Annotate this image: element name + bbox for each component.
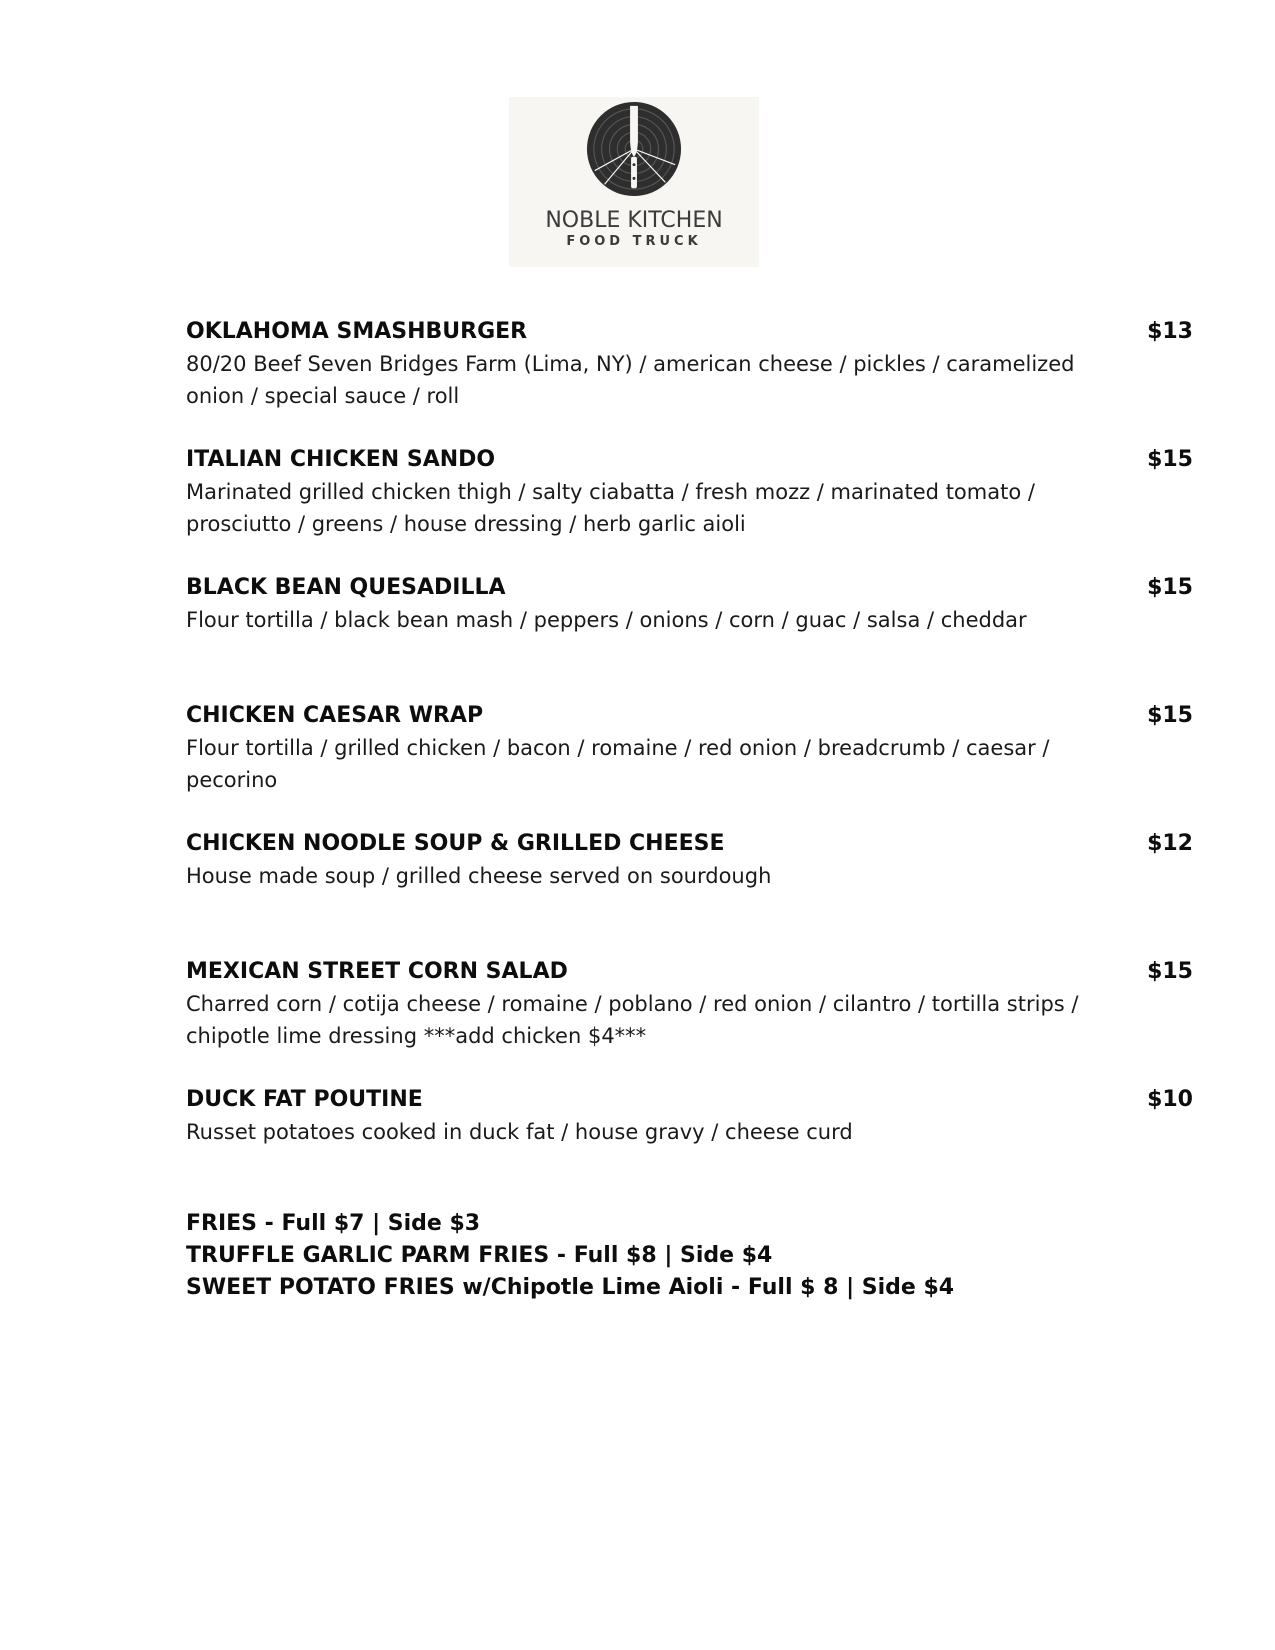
knife-logo-icon xyxy=(585,100,683,198)
menu-item xyxy=(186,700,1193,828)
item-description: House made soup / grilled cheese served on sourdough xyxy=(186,864,772,888)
item-name: CHICKEN CAESAR WRAP xyxy=(186,703,484,728)
item-description: Russet potatoes cooked in duck fat / house gravy / cheese curd xyxy=(186,1120,853,1144)
item-name: DUCK FAT POUTINE xyxy=(186,1087,423,1112)
item-price: $15 xyxy=(1147,575,1193,600)
menu-list xyxy=(186,316,1193,1212)
logo xyxy=(509,97,759,267)
item-price: $13 xyxy=(1147,319,1193,344)
side-item: SWEET POTATO FRIES w/Chipotle Lime Aioli - Full $ 8 | Side $4 xyxy=(186,1275,955,1300)
menu-item xyxy=(186,956,1193,1084)
menu-item xyxy=(186,316,1193,444)
side-item: TRUFFLE GARLIC PARM FRIES - Full $8 | Side $4 xyxy=(186,1243,773,1268)
sides-list xyxy=(186,1208,1186,1304)
item-description: Flour tortilla / black bean mash / peppers / onions / corn / guac / salsa / cheddar xyxy=(186,608,1027,632)
item-name: MEXICAN STREET CORN SALAD xyxy=(186,959,568,984)
item-name: OKLAHOMA SMASHBURGER xyxy=(186,319,528,344)
logo-title: NOBLE KITCHEN xyxy=(545,208,723,233)
item-description: Charred corn / cotija cheese / romaine / poblano / red onion / cilantro / tortilla strips / chipotle lime dressing ***add chicken $4*** xyxy=(186,992,1079,1048)
item-price: $15 xyxy=(1147,703,1193,728)
item-name: BLACK BEAN QUESADILLA xyxy=(186,575,506,600)
item-price: $15 xyxy=(1147,447,1193,472)
item-name: ITALIAN CHICKEN SANDO xyxy=(186,447,496,472)
item-price: $12 xyxy=(1147,831,1193,856)
menu-item xyxy=(186,572,1193,700)
side-item: FRIES - Full $7 | Side $3 xyxy=(186,1211,481,1236)
item-description: Marinated grilled chicken thigh / salty ciabatta / fresh mozz / marinated tomato / prosciutto / greens / house dressing / herb garlic aioli xyxy=(186,480,1035,536)
item-description: 80/20 Beef Seven Bridges Farm (Lima, NY) / american cheese / pickles / caramelized onion / special sauce / roll xyxy=(186,352,1075,408)
item-price: $10 xyxy=(1147,1087,1193,1112)
item-name: CHICKEN NOODLE SOUP & GRILLED CHEESE xyxy=(186,831,725,856)
item-price: $15 xyxy=(1147,959,1193,984)
item-description: Flour tortilla / grilled chicken / bacon / romaine / red onion / breadcrumb / caesar / pecorino xyxy=(186,736,1050,792)
logo-subtitle: FOOD TRUCK xyxy=(566,234,702,249)
menu-item xyxy=(186,828,1193,956)
menu-item xyxy=(186,1084,1193,1212)
menu-item xyxy=(186,444,1193,572)
